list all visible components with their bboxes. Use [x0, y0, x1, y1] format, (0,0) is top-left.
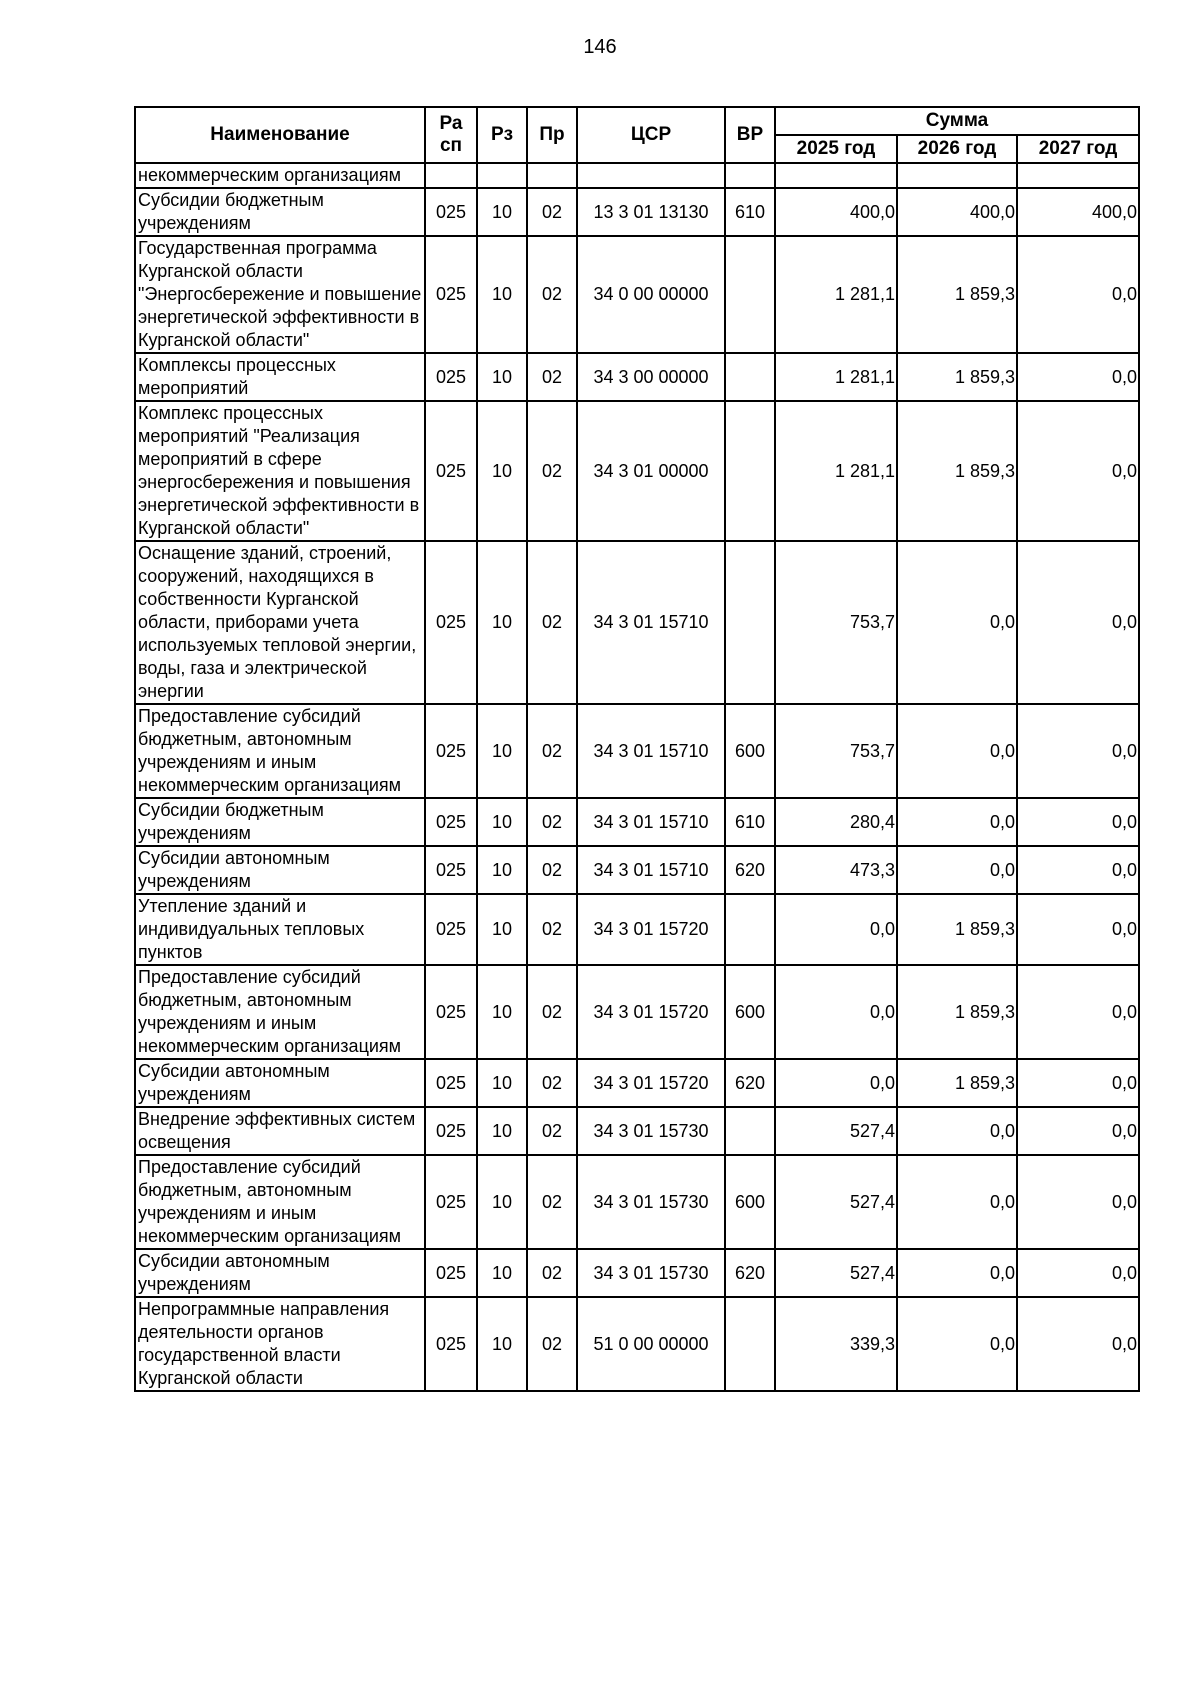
cell-csr: 34 3 01 15730 [577, 1249, 725, 1297]
cell-y2026: 0,0 [897, 846, 1017, 894]
cell-rasp: 025 [425, 965, 477, 1059]
cell-vr [725, 353, 775, 401]
cell-rz: 10 [477, 894, 527, 965]
cell-rasp: 025 [425, 1107, 477, 1155]
table-row [135, 965, 1139, 1059]
header-y2025: 2025 год [775, 135, 897, 163]
budget-table [134, 106, 1140, 1392]
table-body [135, 163, 1139, 1391]
table-row [135, 188, 1139, 236]
cell-vr: 620 [725, 1249, 775, 1297]
cell-name: Субсидии автономным учреждениям [135, 1249, 425, 1297]
table-row [135, 353, 1139, 401]
cell-y2025: 1 281,1 [775, 401, 897, 541]
cell-pr: 02 [527, 541, 577, 704]
cell-y2027: 0,0 [1017, 1297, 1139, 1391]
cell-pr: 02 [527, 236, 577, 353]
cell-pr: 02 [527, 965, 577, 1059]
cell-csr: 51 0 00 00000 [577, 1297, 725, 1391]
table-row [135, 1155, 1139, 1249]
cell-rz: 10 [477, 846, 527, 894]
cell-y2027: 0,0 [1017, 798, 1139, 846]
cell-y2026: 1 859,3 [897, 236, 1017, 353]
table-row [135, 846, 1139, 894]
cell-y2027: 0,0 [1017, 541, 1139, 704]
cell-pr: 02 [527, 1297, 577, 1391]
cell-pr: 02 [527, 846, 577, 894]
header-name: Наименование [135, 107, 425, 163]
cell-y2025: 0,0 [775, 894, 897, 965]
cell-pr: 02 [527, 704, 577, 798]
cell-y2026 [897, 163, 1017, 188]
cell-csr [577, 163, 725, 188]
cell-rasp: 025 [425, 236, 477, 353]
cell-rasp: 025 [425, 188, 477, 236]
cell-rasp: 025 [425, 401, 477, 541]
cell-y2025: 473,3 [775, 846, 897, 894]
cell-y2025: 527,4 [775, 1155, 897, 1249]
cell-rz: 10 [477, 965, 527, 1059]
cell-rasp: 025 [425, 353, 477, 401]
cell-csr: 34 3 01 15730 [577, 1155, 725, 1249]
cell-y2027 [1017, 163, 1139, 188]
cell-y2027: 0,0 [1017, 894, 1139, 965]
cell-y2027: 0,0 [1017, 1155, 1139, 1249]
cell-csr: 34 3 01 15720 [577, 1059, 725, 1107]
cell-y2027: 400,0 [1017, 188, 1139, 236]
cell-name: Оснащение зданий, строений, сооружений, находящихся в собственности Курганской области, приборами учета используемых тепловой энергии, воды, газа и электрической энергии [135, 541, 425, 704]
cell-vr: 620 [725, 846, 775, 894]
cell-rz: 10 [477, 1249, 527, 1297]
cell-y2025: 1 281,1 [775, 236, 897, 353]
cell-pr: 02 [527, 188, 577, 236]
header-rasp-line2: сп [439, 135, 463, 156]
header-rasp-line1: Ра [439, 113, 463, 134]
cell-rasp: 025 [425, 846, 477, 894]
cell-rz: 10 [477, 353, 527, 401]
cell-y2026: 0,0 [897, 1155, 1017, 1249]
cell-y2027: 0,0 [1017, 236, 1139, 353]
cell-csr: 34 3 01 00000 [577, 401, 725, 541]
cell-rasp: 025 [425, 1155, 477, 1249]
cell-y2027: 0,0 [1017, 1107, 1139, 1155]
table-row [135, 894, 1139, 965]
cell-csr: 34 3 01 15730 [577, 1107, 725, 1155]
cell-name: Субсидии бюджетным учреждениям [135, 188, 425, 236]
table-row [135, 1297, 1139, 1391]
header-sum: Сумма [775, 107, 1139, 135]
cell-rz: 10 [477, 1155, 527, 1249]
cell-name: Комплексы процессных мероприятий [135, 353, 425, 401]
cell-pr: 02 [527, 1107, 577, 1155]
cell-csr: 34 3 00 00000 [577, 353, 725, 401]
cell-csr: 34 3 01 15710 [577, 704, 725, 798]
cell-y2027: 0,0 [1017, 704, 1139, 798]
cell-rz: 10 [477, 541, 527, 704]
cell-rz: 10 [477, 704, 527, 798]
cell-rasp: 025 [425, 541, 477, 704]
table-row [135, 541, 1139, 704]
cell-vr [725, 163, 775, 188]
cell-y2025: 280,4 [775, 798, 897, 846]
cell-name: Утепление зданий и индивидуальных тепловых пунктов [135, 894, 425, 965]
cell-vr: 610 [725, 798, 775, 846]
table-row [135, 1249, 1139, 1297]
cell-vr [725, 894, 775, 965]
cell-y2027: 0,0 [1017, 1249, 1139, 1297]
cell-pr: 02 [527, 894, 577, 965]
cell-vr [725, 541, 775, 704]
cell-name: Субсидии автономным учреждениям [135, 1059, 425, 1107]
page-number: 146 [583, 36, 617, 58]
cell-rz: 10 [477, 798, 527, 846]
cell-vr [725, 1107, 775, 1155]
cell-y2025: 339,3 [775, 1297, 897, 1391]
cell-pr: 02 [527, 1155, 577, 1249]
cell-y2025: 527,4 [775, 1107, 897, 1155]
table-row [135, 1107, 1139, 1155]
table-row [135, 163, 1139, 188]
cell-vr: 600 [725, 965, 775, 1059]
cell-csr: 34 3 01 15710 [577, 541, 725, 704]
cell-rasp [425, 163, 477, 188]
header-rz: Рз [477, 107, 527, 163]
cell-pr [527, 163, 577, 188]
cell-name: Предоставление субсидий бюджетным, автономным учреждениям и иным некоммерческим организациям [135, 704, 425, 798]
cell-name: Комплекс процессных мероприятий "Реализация мероприятий в сфере энергосбережения и повышения энергетической эффективности в Курганской области" [135, 401, 425, 541]
cell-vr [725, 236, 775, 353]
header-csr: ЦСР [577, 107, 725, 163]
cell-y2026: 1 859,3 [897, 965, 1017, 1059]
cell-vr: 600 [725, 704, 775, 798]
cell-rasp: 025 [425, 704, 477, 798]
cell-csr: 34 3 01 15720 [577, 894, 725, 965]
header-rasp [425, 107, 477, 163]
cell-vr [725, 1297, 775, 1391]
cell-y2027: 0,0 [1017, 353, 1139, 401]
cell-pr: 02 [527, 1059, 577, 1107]
cell-vr: 620 [725, 1059, 775, 1107]
cell-y2025: 1 281,1 [775, 353, 897, 401]
cell-rasp: 025 [425, 894, 477, 965]
cell-y2025: 0,0 [775, 965, 897, 1059]
header-y2027: 2027 год [1017, 135, 1139, 163]
cell-csr: 34 0 00 00000 [577, 236, 725, 353]
cell-y2026: 0,0 [897, 1107, 1017, 1155]
cell-name: некоммерческим организациям [135, 163, 425, 188]
cell-pr: 02 [527, 1249, 577, 1297]
cell-rasp: 025 [425, 798, 477, 846]
cell-y2025: 527,4 [775, 1249, 897, 1297]
cell-y2026: 0,0 [897, 704, 1017, 798]
cell-y2026: 1 859,3 [897, 353, 1017, 401]
cell-pr: 02 [527, 401, 577, 541]
cell-rz [477, 163, 527, 188]
cell-y2025: 753,7 [775, 541, 897, 704]
cell-name: Субсидии автономным учреждениям [135, 846, 425, 894]
cell-csr: 34 3 01 15710 [577, 846, 725, 894]
cell-name: Субсидии бюджетным учреждениям [135, 798, 425, 846]
cell-y2025 [775, 163, 897, 188]
header-vr: ВР [725, 107, 775, 163]
cell-y2026: 1 859,3 [897, 1059, 1017, 1107]
cell-pr: 02 [527, 798, 577, 846]
cell-csr: 34 3 01 15720 [577, 965, 725, 1059]
table-row [135, 401, 1139, 541]
cell-pr: 02 [527, 353, 577, 401]
table-row [135, 236, 1139, 353]
cell-rasp: 025 [425, 1297, 477, 1391]
cell-name: Предоставление субсидий бюджетным, автономным учреждениям и иным некоммерческим организациям [135, 1155, 425, 1249]
cell-vr: 610 [725, 188, 775, 236]
cell-name: Предоставление субсидий бюджетным, автономным учреждениям и иным некоммерческим организациям [135, 965, 425, 1059]
cell-y2025: 400,0 [775, 188, 897, 236]
cell-y2026: 0,0 [897, 1249, 1017, 1297]
cell-y2025: 0,0 [775, 1059, 897, 1107]
cell-rz: 10 [477, 1297, 527, 1391]
cell-name: Внедрение эффективных систем освещения [135, 1107, 425, 1155]
cell-rz: 10 [477, 188, 527, 236]
table-row [135, 1059, 1139, 1107]
cell-y2027: 0,0 [1017, 401, 1139, 541]
cell-csr: 34 3 01 15710 [577, 798, 725, 846]
cell-y2026: 0,0 [897, 1297, 1017, 1391]
table-header [135, 107, 1139, 163]
cell-name: Непрограммные направления деятельности органов государственной власти Курганской области [135, 1297, 425, 1391]
cell-rz: 10 [477, 1107, 527, 1155]
cell-rz: 10 [477, 1059, 527, 1107]
cell-y2026: 1 859,3 [897, 401, 1017, 541]
cell-rz: 10 [477, 236, 527, 353]
table-row [135, 704, 1139, 798]
cell-rz: 10 [477, 401, 527, 541]
cell-rasp: 025 [425, 1249, 477, 1297]
cell-rasp: 025 [425, 1059, 477, 1107]
cell-vr: 600 [725, 1155, 775, 1249]
cell-y2026: 0,0 [897, 798, 1017, 846]
cell-y2025: 753,7 [775, 704, 897, 798]
cell-y2026: 0,0 [897, 541, 1017, 704]
cell-y2027: 0,0 [1017, 846, 1139, 894]
header-y2026: 2026 год [897, 135, 1017, 163]
cell-vr [725, 401, 775, 541]
header-pr: Пр [527, 107, 577, 163]
cell-y2026: 400,0 [897, 188, 1017, 236]
cell-name: Государственная программа Курганской области "Энергосбережение и повышение энергетической эффективности в Курганской области" [135, 236, 425, 353]
cell-y2027: 0,0 [1017, 965, 1139, 1059]
cell-csr: 13 3 01 13130 [577, 188, 725, 236]
cell-y2027: 0,0 [1017, 1059, 1139, 1107]
table-row [135, 798, 1139, 846]
cell-y2026: 1 859,3 [897, 894, 1017, 965]
